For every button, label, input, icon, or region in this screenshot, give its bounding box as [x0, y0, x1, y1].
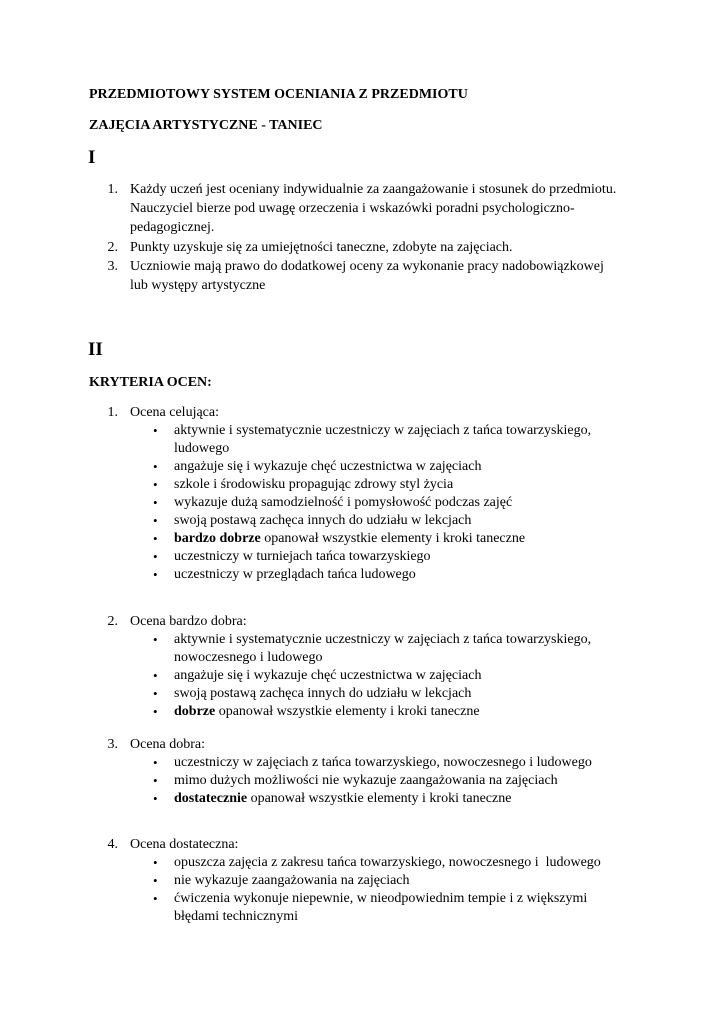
bullet-text [174, 790, 511, 808]
bullet-text: błędami technicznymi [174, 909, 299, 924]
bullet-text: aktywnie i systematycznie uczestniczy w zajęciach z tańca towarzyskiego, [174, 423, 592, 438]
bullet-text: nowoczesnego i ludowego [174, 650, 323, 665]
bullet-icon: • [153, 531, 158, 546]
bullet-text: swoją postawą zachęca innych do udziału w lekcjach [174, 513, 472, 528]
bullet-text: ludowego [174, 441, 230, 456]
list-number: 1. [107, 405, 118, 420]
bullet-text: angażuje się i wykazuje chęć uczestnictwa w zajęciach [174, 459, 482, 474]
bullet-text-bold: bardzo dobrze [174, 531, 261, 546]
bullet-text: opuszcza zajęcia z zakresu tańca towarzyskiego, nowoczesnego i ludowego [174, 855, 601, 870]
grade-title: Ocena celująca: [130, 405, 219, 420]
bullet-icon: • [153, 668, 158, 683]
bullet-text: nie wykazuje zaangażowania na zajęciach [174, 873, 410, 888]
bullet-text-bold: dostatecznie [174, 791, 248, 806]
doc-subtitle: ZAJĘCIA ARTYSTYCZNE - TANIEC [89, 118, 323, 133]
bullet-icon: • [153, 704, 158, 719]
list-number: 2. [107, 614, 118, 629]
bullet-icon: • [153, 567, 158, 582]
doc-title: PRZEDMIOTOWY SYSTEM OCENIANIA Z PRZEDMIOTU [89, 87, 468, 102]
bullet-text: szkole i środowisku propagując zdrowy styl życia [174, 477, 454, 492]
bullet-icon: • [153, 791, 158, 806]
bullet-icon: • [153, 755, 158, 770]
bullet-text: uczestniczy w zajęciach z tańca towarzyskiego, nowoczesnego i ludowego [174, 755, 592, 770]
list-number: 3. [107, 737, 118, 752]
list-item-text: pedagogicznej. [130, 220, 215, 235]
list-number: 4. [107, 837, 118, 852]
bullet-icon: • [153, 549, 158, 564]
section-heading-1: I [88, 147, 96, 168]
bullet-icon: • [153, 495, 158, 510]
list-item-text: Uczniowie mają prawo do dodatkowej oceny za wykonanie pracy nadobowiązkowej [130, 259, 604, 274]
bullet-text-rest: opanował wszystkie elementy i kroki taneczne [247, 791, 512, 806]
bullet-text-rest: opanował wszystkie elementy i kroki taneczne [260, 531, 526, 546]
bullet-icon: • [153, 686, 158, 701]
list-number: 3. [107, 259, 118, 274]
bullet-text-rest: opanował wszystkie elementy i kroki taneczne [215, 704, 480, 719]
bullet-text: angażuje się i wykazuje chęć uczestnictwa w zajęciach [174, 668, 482, 683]
list-item-text: Nauczyciel bierze pod uwagę orzeczenia i wskazówki poradni psychologiczno- [130, 201, 575, 216]
bullet-icon: • [153, 513, 158, 528]
list-item-text: Punkty uzyskuje się za umiejętności taneczne, zdobyte na zajęciach. [130, 240, 513, 255]
criteria-heading: KRYTERIA OCEN: [89, 375, 212, 390]
bullet-icon: • [153, 855, 158, 870]
section-heading-2: II [88, 339, 103, 360]
bullet-icon: • [153, 891, 158, 906]
bullet-text [174, 703, 480, 721]
bullet-text: uczestniczy w przeglądach tańca ludowego [174, 567, 416, 582]
bullet-icon: • [153, 873, 158, 888]
bullet-text: wykazuje dużą samodzielność i pomysłowość podczas zajęć [174, 495, 513, 510]
bullet-text: mimo dużych możliwości nie wykazuje zaangażowania na zajęciach [174, 773, 558, 788]
grade-title: Ocena dobra: [130, 737, 206, 752]
bullet-icon: • [153, 632, 158, 647]
bullet-text-bold: dobrze [174, 704, 216, 719]
bullet-icon: • [153, 773, 158, 788]
bullet-text: ćwiczenia wykonuje niepewnie, w nieodpowiednim tempie i z większymi [174, 891, 588, 906]
list-item-text: Każdy uczeń jest oceniany indywidualnie za zaangażowanie i stosunek do przedmiotu. [130, 182, 617, 197]
bullet-text: uczestniczy w turniejach tańca towarzyskiego [174, 549, 431, 564]
bullet-text: swoją postawą zachęca innych do udziału w lekcjach [174, 686, 472, 701]
grade-title: Ocena bardzo dobra: [130, 614, 247, 629]
list-number: 2. [107, 240, 118, 255]
bullet-icon: • [153, 477, 158, 492]
bullet-icon: • [153, 459, 158, 474]
bullet-icon: • [153, 423, 158, 438]
grade-title: Ocena dostateczna: [130, 837, 239, 852]
bullet-text: aktywnie i systematycznie uczestniczy w zajęciach z tańca towarzyskiego, [174, 632, 592, 647]
bullet-text [174, 530, 525, 548]
list-item-text: lub występy artystyczne [130, 278, 266, 293]
list-number: 1. [107, 182, 118, 197]
